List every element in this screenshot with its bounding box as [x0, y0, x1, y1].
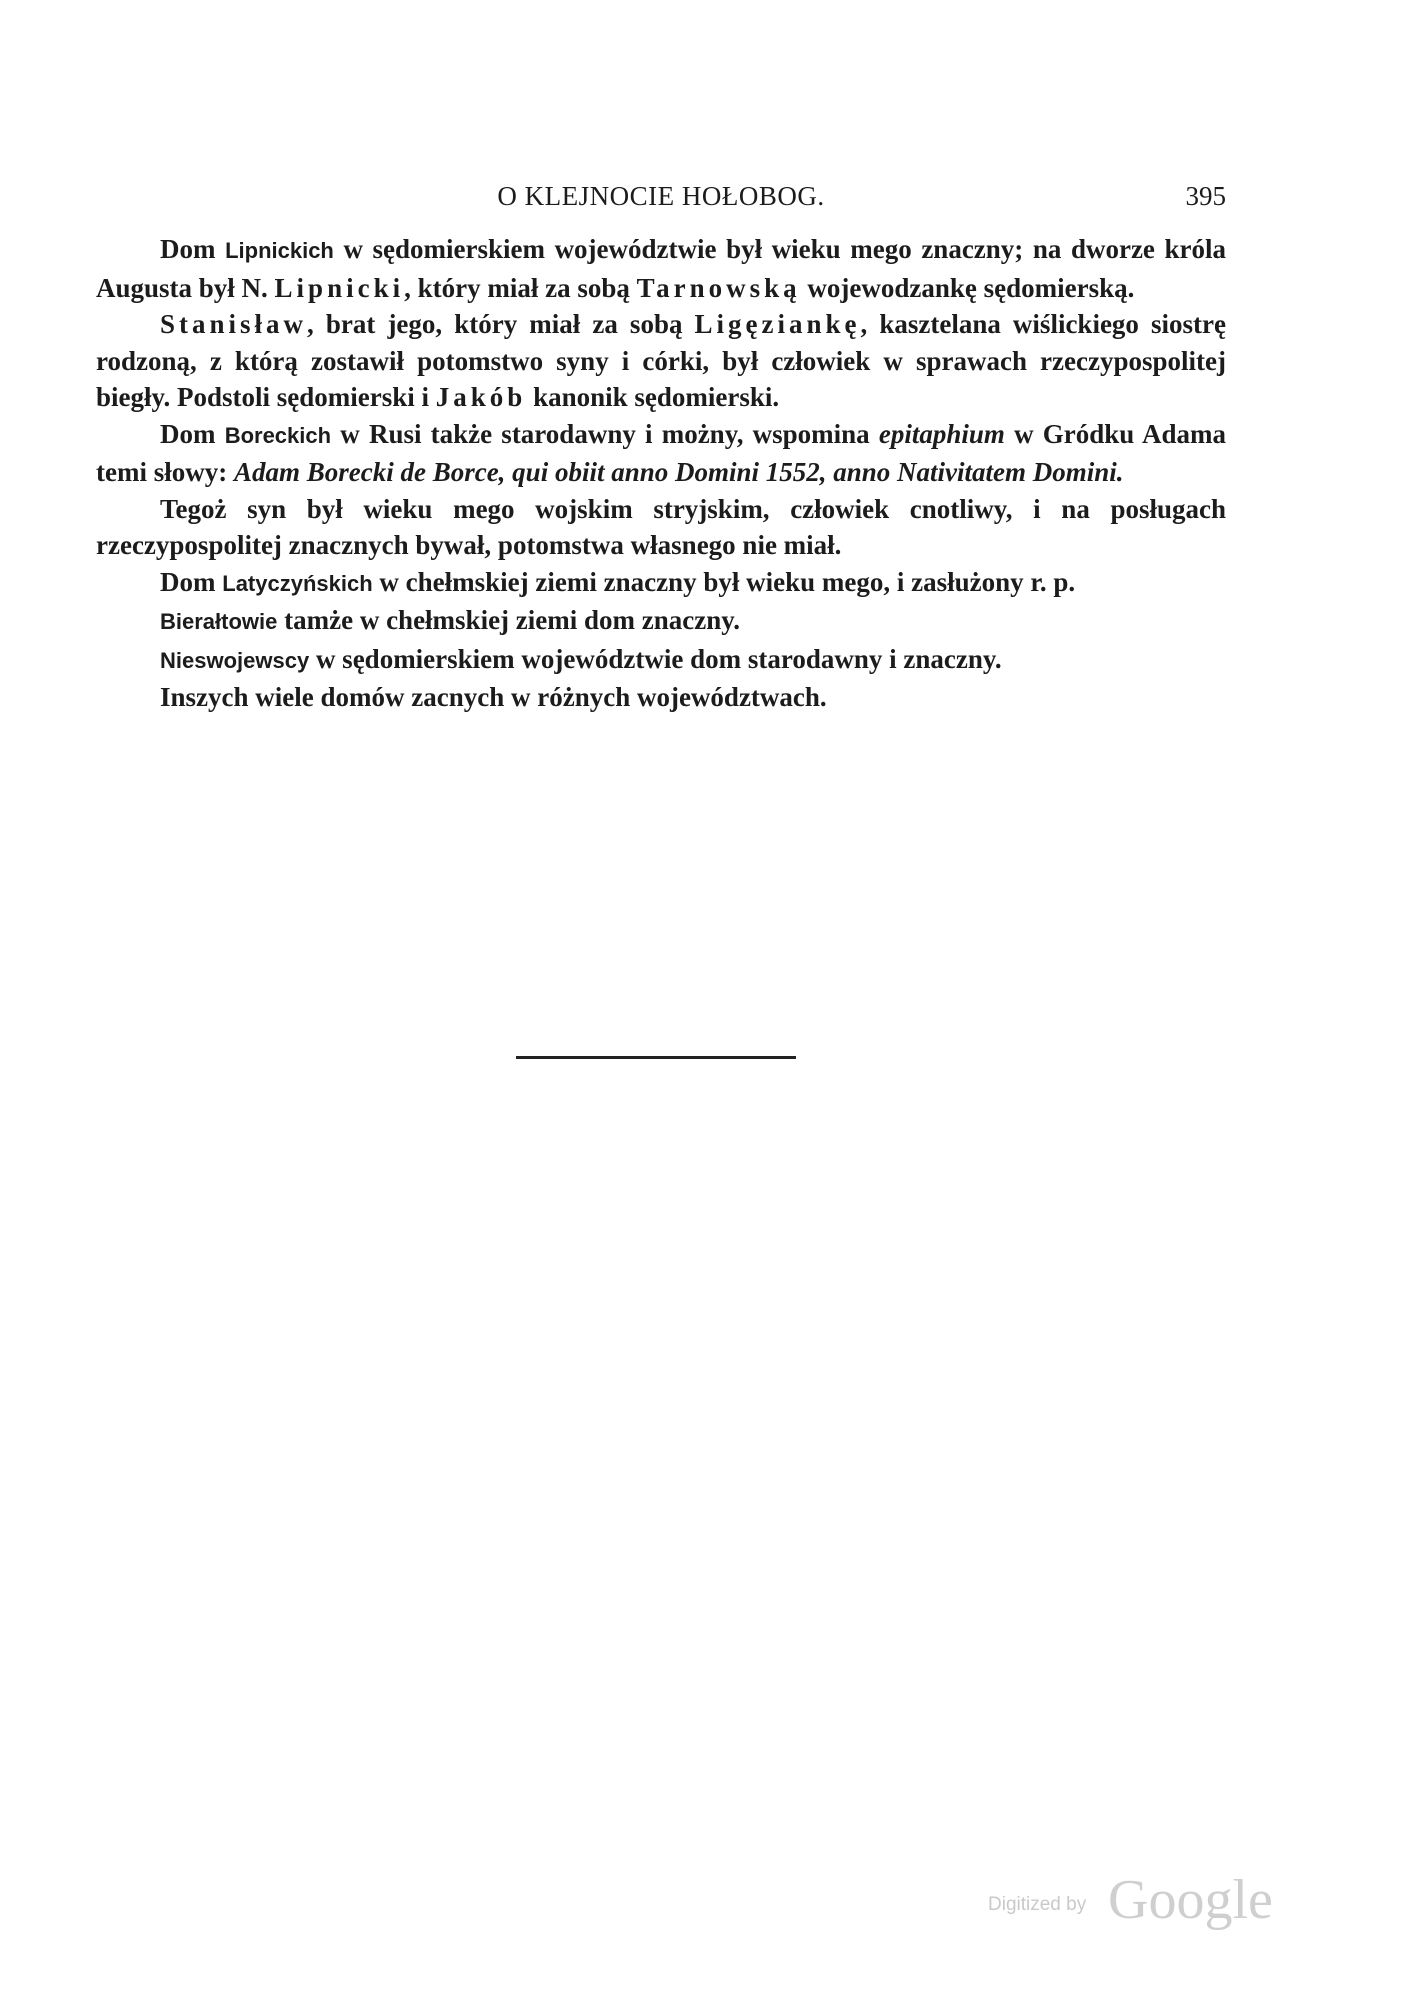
- digitized-watermark: [988, 1868, 1288, 1931]
- text-run: w chełmskiej ziemi znaczny był wieku mego, i zasłużony r. p.: [372, 566, 1076, 597]
- italic-text: Adam Borecki de Borce, qui obiit anno Domini 1552, anno Nativitatem Domini.: [233, 457, 1124, 487]
- italic-text: epitaphium: [878, 418, 1005, 449]
- text-run: Inszych wiele domów zacnych w różnych województwach.: [160, 682, 827, 712]
- spaced-name: Stanisław: [160, 309, 308, 339]
- running-title: O KLEJNOCIE HOŁOBOG.: [497, 181, 825, 211]
- text-run: Tegoż syn był wieku mego wojskim stryjskim, człowiek cnotliwy, i na posługach rzeczypospolitej znacznych bywał, potomstwa własnego nie miał.: [96, 493, 1226, 560]
- paragraph: [96, 231, 1226, 306]
- page-header: [96, 181, 1226, 221]
- family-name: Nieswojewscy: [160, 647, 310, 673]
- body-text: [96, 231, 1226, 716]
- text-run: kanonik sędomierski.: [526, 382, 780, 412]
- text-run: Dom: [160, 234, 226, 264]
- spaced-name: Lipnicki: [274, 272, 405, 303]
- section-end-rule: [516, 1056, 796, 1059]
- text-run: Dom: [160, 418, 225, 449]
- paragraph: [96, 564, 1226, 603]
- family-name: Lipnickich: [225, 238, 334, 263]
- spaced-name: Tarnowską: [636, 272, 801, 303]
- paragraph: [96, 416, 1226, 491]
- text-run: w sędomierskiem województwie był wieku mego znaczny; na dworze króla Augusta był N.: [96, 234, 1226, 303]
- text-run: w Gródku Adama temi słowy:: [96, 418, 1226, 487]
- paragraph: [96, 679, 1226, 716]
- spaced-name: Ligęziankę: [694, 309, 861, 339]
- family-name: Bierałtowie: [160, 609, 278, 634]
- paragraph: [96, 306, 1226, 416]
- family-name: Boreckich: [224, 422, 332, 448]
- text-run: , kasztelana wiślickiego siostrę rodzoną, z którą zostawił potomstwo syny i córki, był człowiek w sprawach rzeczypospolitej biegły. Podstoli sędomierski i: [96, 309, 1226, 412]
- text-run: tamże w chełmskiej ziemi dom znaczny.: [277, 605, 741, 635]
- family-name: Latyczyńskich: [222, 570, 373, 596]
- paragraph: [96, 602, 1226, 641]
- text-run: , brat jego, który miał za sobą: [307, 309, 695, 339]
- page-number: 395: [1185, 181, 1226, 211]
- text-run: , który miał za sobą: [404, 272, 637, 303]
- spaced-name: Jakób: [435, 382, 527, 412]
- google-logo: Google: [1108, 1869, 1273, 1931]
- text-run: w sędomierskiem województwie dom starodawny i znaczny.: [309, 643, 1002, 674]
- paragraph: [96, 491, 1226, 564]
- text-run: wojewodzankę sędomierską.: [800, 272, 1135, 303]
- text-run: w Rusi także starodawny i możny, wspomina: [331, 418, 879, 449]
- watermark-prefix: Digitized by: [988, 1894, 1087, 1915]
- text-run: Dom: [160, 566, 223, 597]
- paragraph: [96, 641, 1226, 680]
